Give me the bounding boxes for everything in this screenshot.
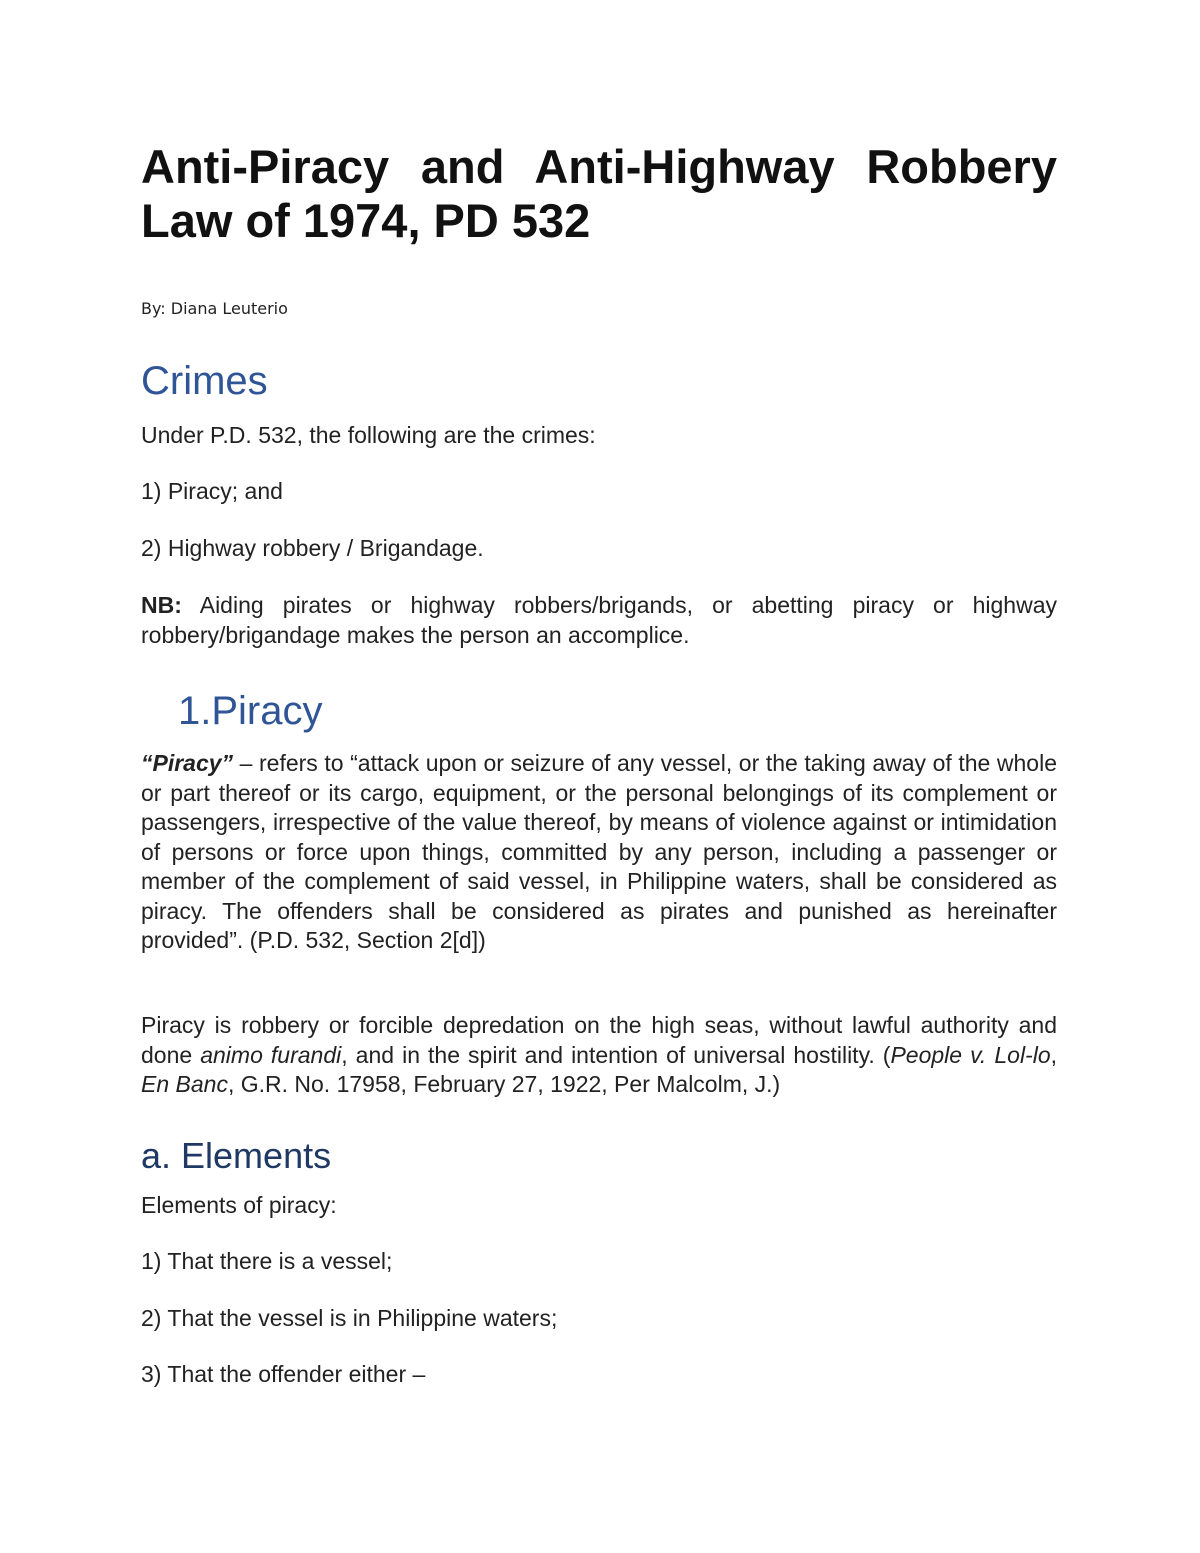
citation: , G.R. No. 17958, February 27, 1922, Per Malcolm, J.) [227, 1071, 781, 1097]
crimes-intro: Under P.D. 532, the following are the crimes: [141, 422, 596, 448]
case-name: People v. Lol-lo [890, 1041, 1051, 1068]
crimes-item-2: 2) Highway robbery / Brigandage. [141, 535, 484, 561]
text: , [1050, 1041, 1057, 1068]
heading-crimes: Crimes [141, 359, 268, 403]
element-item: 1) That there is a vessel; [141, 1248, 393, 1274]
text: Piracy is robbery or forcible depredation on the high seas, without lawful authority and done [141, 1012, 1057, 1068]
piracy-paragraph-2 [141, 1011, 1057, 1100]
nb-paragraph [141, 591, 1057, 650]
element-item: 2) That the vessel is in Philippine waters; [141, 1305, 558, 1331]
nb-label: NB: [141, 592, 182, 618]
elements-intro: Elements of piracy: [141, 1192, 337, 1218]
latin-term: animo furandi [200, 1041, 342, 1068]
document-title: Anti-Piracy and Anti-Highway Robbery Law of 1974, PD 532 [141, 140, 1057, 247]
byline: By: Diana Leuterio [141, 299, 288, 318]
nb-text: Aiding pirates or highway robbers/brigands, or abetting piracy or highway robbery/brigandage makes the person an accomplice. [141, 592, 1057, 648]
element-item: 3) That the offender either – [141, 1361, 426, 1387]
heading-piracy: 1.Piracy [178, 689, 323, 733]
heading-elements: a. Elements [141, 1135, 332, 1176]
piracy-term: “Piracy” [141, 750, 234, 776]
crimes-item-1: 1) Piracy; and [141, 478, 283, 504]
piracy-definition [141, 749, 1057, 956]
text: , and in the spirit and intention of universal hostility. ( [341, 1041, 891, 1068]
court-division: En Banc [141, 1071, 228, 1097]
piracy-definition-text: – refers to “attack upon or seizure of any vessel, or the taking away of the whole or part thereof or its cargo, equipment, or the personal belongings of its complement or passengers, irrespective of the value thereof, by means of violence against or intimidation of persons or force upon things, committed by any person, including a passenger or member of the complement of said vessel, in Philippine waters, shall be considered as piracy. The offenders shall be considered as pirates and punished as hereinafter provided”. (P.D. 532, Section 2[d]) [141, 750, 1057, 953]
